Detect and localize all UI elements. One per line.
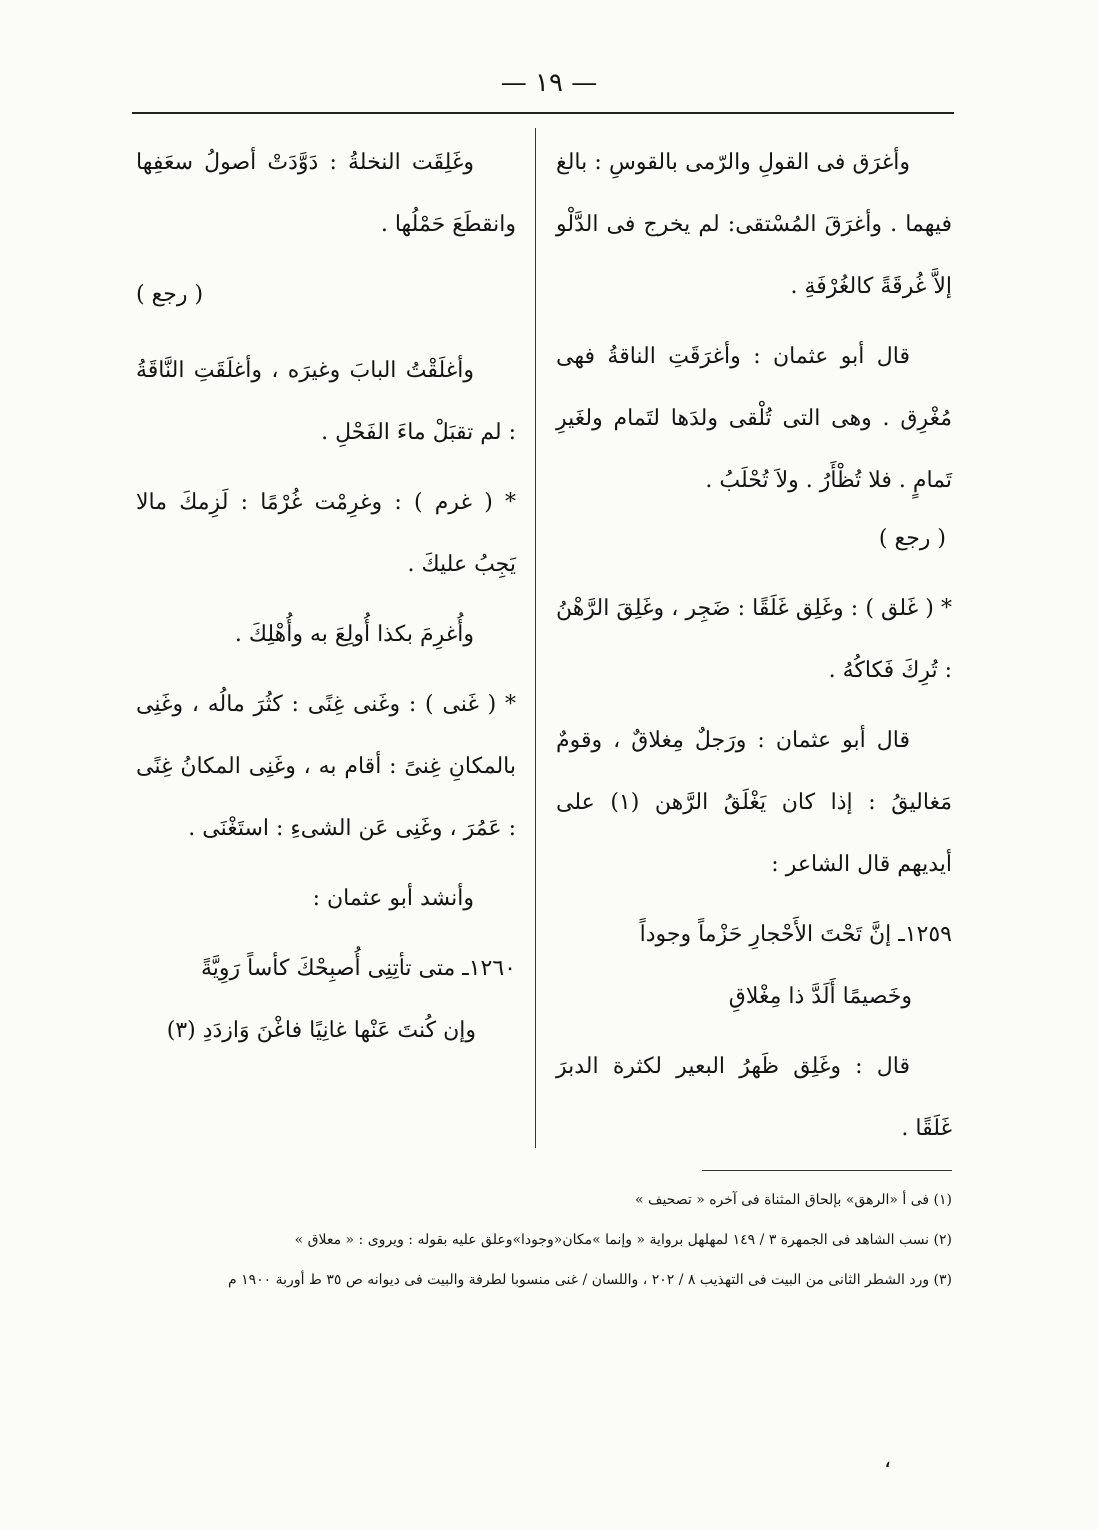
paragraph: وأنشد أبو عثمان : xyxy=(312,886,474,911)
entry-heading: * ( غَنى ) : وغَنى غِنًى : كثُرَ مالُه ، وغَنِى بالمكانِ غِنىً : أقام به ، وغَنِى المكانُ غِنًى : عَمُرَ ، وغَنِى عَن الشىءِ : استَغْنَى . xyxy=(136,692,516,841)
paragraph: وأغلَقْتُ البابَ وغيرَه ، وأغلَقَتِ النَّاقَةُ : لم تقبَلْ ماءَ الفَحْلِ . xyxy=(136,358,516,445)
paragraph: وغَلِقَت النخلةُ : دَوَّدَتْ أصولُ سعَفِها وانقطَعَ حَمْلُها . xyxy=(136,150,516,237)
verse-line: ١٢٥٩ـ إنَّ تَحْتَ الأَحْجارِ حَزْماً وجوداً xyxy=(639,922,952,947)
footnote-rule xyxy=(702,1170,952,1171)
margin-mark: ، xyxy=(884,1448,892,1473)
paragraph: وأُغرِمَ بكذا أُولِعَ به وأُهْلِكَ . xyxy=(234,622,474,647)
right-column xyxy=(556,132,952,1160)
paragraph: قال أبو عثمان : ورَجلٌ مِغلاقٌ ، وقومٌ مَغاليقُ : إذا كان يَغْلَقُ الرَّهن (١) على أيديهم قال الشاعر : xyxy=(556,728,952,877)
paragraph: قال أبو عثمان : وأغرَقَتِ الناقةُ فهى مُغْرِق . وهى التى تُلْقى ولدَها لتَمام ولغَيرِ تَمامٍ . فلا تُظْأَرُ . ولاَ تُحْلَبُ . xyxy=(556,344,952,493)
paragraph: وأغرَق فى القولِ والرّمى بالقوسِ : بالغ فيهما . وأغرَقَ المُسْتقى: لم يخرج فى الدَّلْو إلاَّ غُرقَةً كالغُرْفَةِ . xyxy=(556,150,952,299)
verse-line: ١٢٦٠ـ متى تأتِنِى أُصبِحْكَ كأساً رَوِيَّةً xyxy=(200,956,516,981)
entry-heading: * ( غرم ) : وغرِمْت غُرْمًا : لَزِمكَ مالا يَجِبُ عليكَ . xyxy=(136,490,516,577)
page-number: — ١٩ — xyxy=(500,68,598,98)
column-divider xyxy=(535,128,536,1148)
left-column xyxy=(136,132,516,1062)
header-rule xyxy=(132,112,954,114)
footnote: (١) فى أ «الرهق» بإلحاق المثناة فى آخره « تصحيف » xyxy=(634,1192,952,1208)
paragraph: قال : وغَلِق ظَهرُ البعير لكثرة الدبرَ غَلَقًا . xyxy=(556,1054,952,1141)
section-marker: ( رجع ) xyxy=(878,526,946,551)
verse-line: وإن كُنتَ عَنْها غانِيًا فاغْنَ وَازدَدِ (٣) xyxy=(166,1018,476,1043)
footnote: (٣) ورد الشطر الثانى من البيت فى التهذيب ٨ / ٢٠٢ ، واللسان / غنى منسوبا لطرفة والبيت فى ديوانه ص ٣٥ ط أوربة ١٩٠٠ م xyxy=(228,1272,952,1288)
verse-line: وخَصيمًا أَلَدَّ ذا مِغْلاقِ xyxy=(728,984,912,1009)
entry-heading: * ( غَلق ) : وغَلِق غَلَقًا : ضَجِر ، وغَلِقَ الرَّهْنُ : تُرِكَ فَكاكُهُ . xyxy=(556,596,952,683)
footnotes xyxy=(132,1180,952,1300)
footnote: (٢) نسب الشاهد فى الجمهرة ٣ / ١٤٩ لمهلهل برواية « وإنما »مكان«وجودا»وعلق عليه بقوله : ويروى : « معلاق » xyxy=(294,1232,952,1248)
section-marker: ( رجع ) xyxy=(136,282,204,307)
